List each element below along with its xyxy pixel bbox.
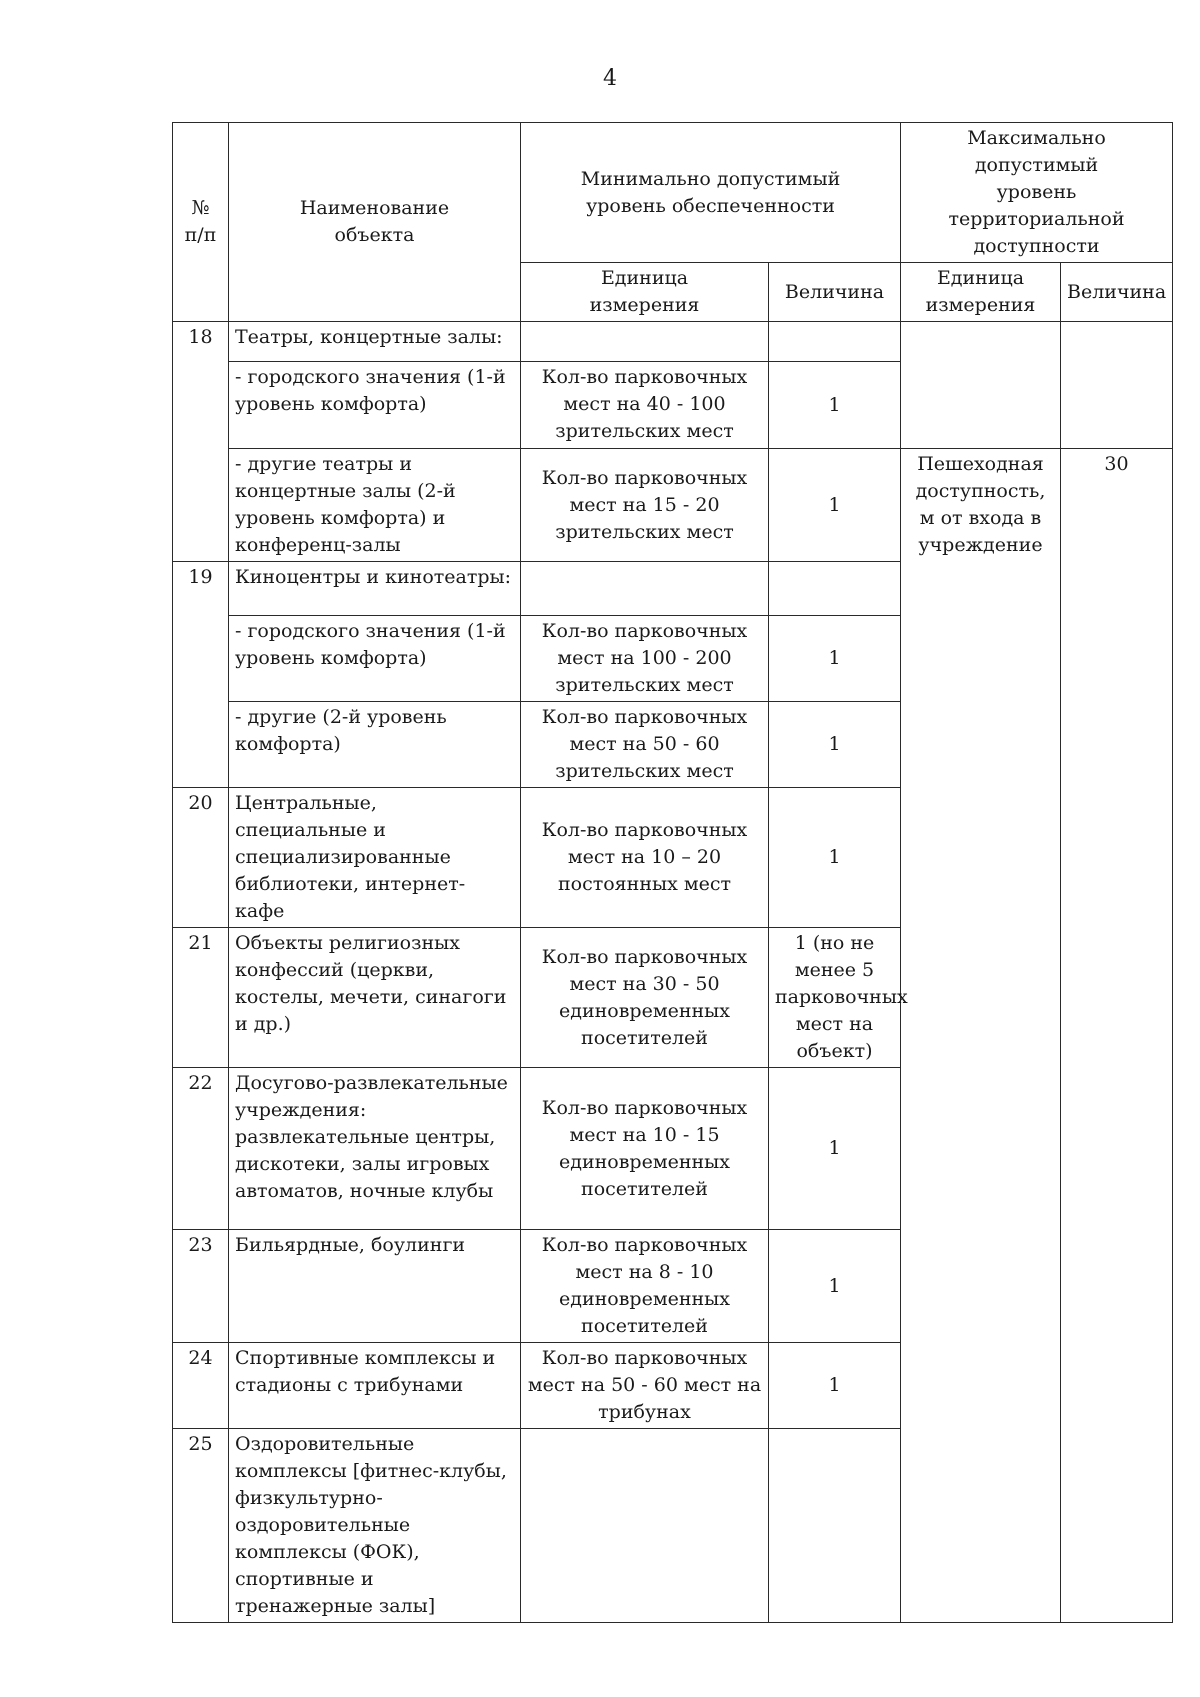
row-value: 1	[769, 616, 901, 702]
header-min-group: Минимально допустимый уровень обеспеченности	[521, 123, 901, 263]
row-name: Спортивные комплексы и стадионы с трибунами	[229, 1343, 521, 1429]
max-value-empty	[1061, 322, 1173, 449]
row-unit: Кол-во парковочных мест на 40 - 100 зрительских мест	[521, 362, 769, 449]
row-value	[769, 322, 901, 362]
row-num: 23	[173, 1230, 229, 1343]
row-num: 25	[173, 1429, 229, 1623]
row-value: 1	[769, 702, 901, 788]
page-number: 4	[603, 66, 617, 91]
header-max-unit: Единица измерения	[901, 263, 1061, 322]
row-num: 22	[173, 1068, 229, 1230]
header-max-value: Величина	[1061, 263, 1173, 322]
row-value: 1	[769, 1230, 901, 1343]
access-unit: Пешеходная доступность, м от входа в учреждение	[901, 449, 1061, 1623]
header-num: № п/п	[173, 123, 229, 322]
row-name: - городского значения (1-й уровень комфорта)	[229, 616, 521, 702]
row-value	[769, 562, 901, 616]
row-value: 1	[769, 449, 901, 562]
row-unit: Кол-во парковочных мест на 50 - 60 зрительских мест	[521, 702, 769, 788]
table-row	[173, 322, 1173, 362]
row-value: 1 (но не менее 5 парковочных мест на объект)	[769, 928, 901, 1068]
row-name: Бильярдные, боулинги	[229, 1230, 521, 1343]
row-unit	[521, 562, 769, 616]
header-max-group: Максимально допустимый уровень территориальной доступности	[901, 123, 1173, 263]
row-name: - другие театры и концертные залы (2-й уровень комфорта) и конференц-залы	[229, 449, 521, 562]
row-value: 1	[769, 1068, 901, 1230]
norms-table	[172, 122, 1173, 1623]
row-name: Театры, концертные залы:	[229, 322, 521, 362]
header-min-value: Величина	[769, 263, 901, 322]
row-num: 20	[173, 788, 229, 928]
row-unit	[521, 1429, 769, 1623]
table-row	[173, 449, 1173, 562]
header-min-unit: Единица измерения	[521, 263, 769, 322]
row-unit: Кол-во парковочных мест на 100 - 200 зрительских мест	[521, 616, 769, 702]
row-unit	[521, 322, 769, 362]
row-unit: Кол-во парковочных мест на 10 – 20 постоянных мест	[521, 788, 769, 928]
row-num: 19	[173, 562, 229, 788]
row-name: Оздоровительные комплексы [фитнес-клубы, физкультурно-оздоровительные комплексы (ФОК), спортивные и тренажерные залы]	[229, 1429, 521, 1623]
row-num: 18	[173, 322, 229, 562]
row-value: 1	[769, 362, 901, 449]
row-unit: Кол-во парковочных мест на 30 - 50 единовременных посетителей	[521, 928, 769, 1068]
row-value: 1	[769, 788, 901, 928]
row-unit: Кол-во парковочных мест на 15 - 20 зрительских мест	[521, 449, 769, 562]
row-name: Центральные, специальные и специализированные библиотеки, интернет-кафе	[229, 788, 521, 928]
row-name: Объекты религиозных конфессий (церкви, костелы, мечети, синагоги и др.)	[229, 928, 521, 1068]
row-num: 21	[173, 928, 229, 1068]
row-name: Киноцентры и кинотеатры:	[229, 562, 521, 616]
header-name: Наименование объекта	[229, 123, 521, 322]
row-num: 24	[173, 1343, 229, 1429]
row-value	[769, 1429, 901, 1623]
access-value: 30	[1061, 449, 1173, 1623]
row-unit: Кол-во парковочных мест на 10 - 15 единовременных посетителей	[521, 1068, 769, 1230]
table-header-row	[173, 123, 1173, 263]
row-value: 1	[769, 1343, 901, 1429]
row-name: - городского значения (1-й уровень комфорта)	[229, 362, 521, 449]
row-name: Досугово-развлекательные учреждения: развлекательные центры, дискотеки, залы игровых автоматов, ночные клубы	[229, 1068, 521, 1230]
max-unit-empty	[901, 322, 1061, 449]
row-unit: Кол-во парковочных мест на 50 - 60 мест на трибунах	[521, 1343, 769, 1429]
row-name: - другие (2-й уровень комфорта)	[229, 702, 521, 788]
row-unit: Кол-во парковочных мест на 8 - 10 единовременных посетителей	[521, 1230, 769, 1343]
